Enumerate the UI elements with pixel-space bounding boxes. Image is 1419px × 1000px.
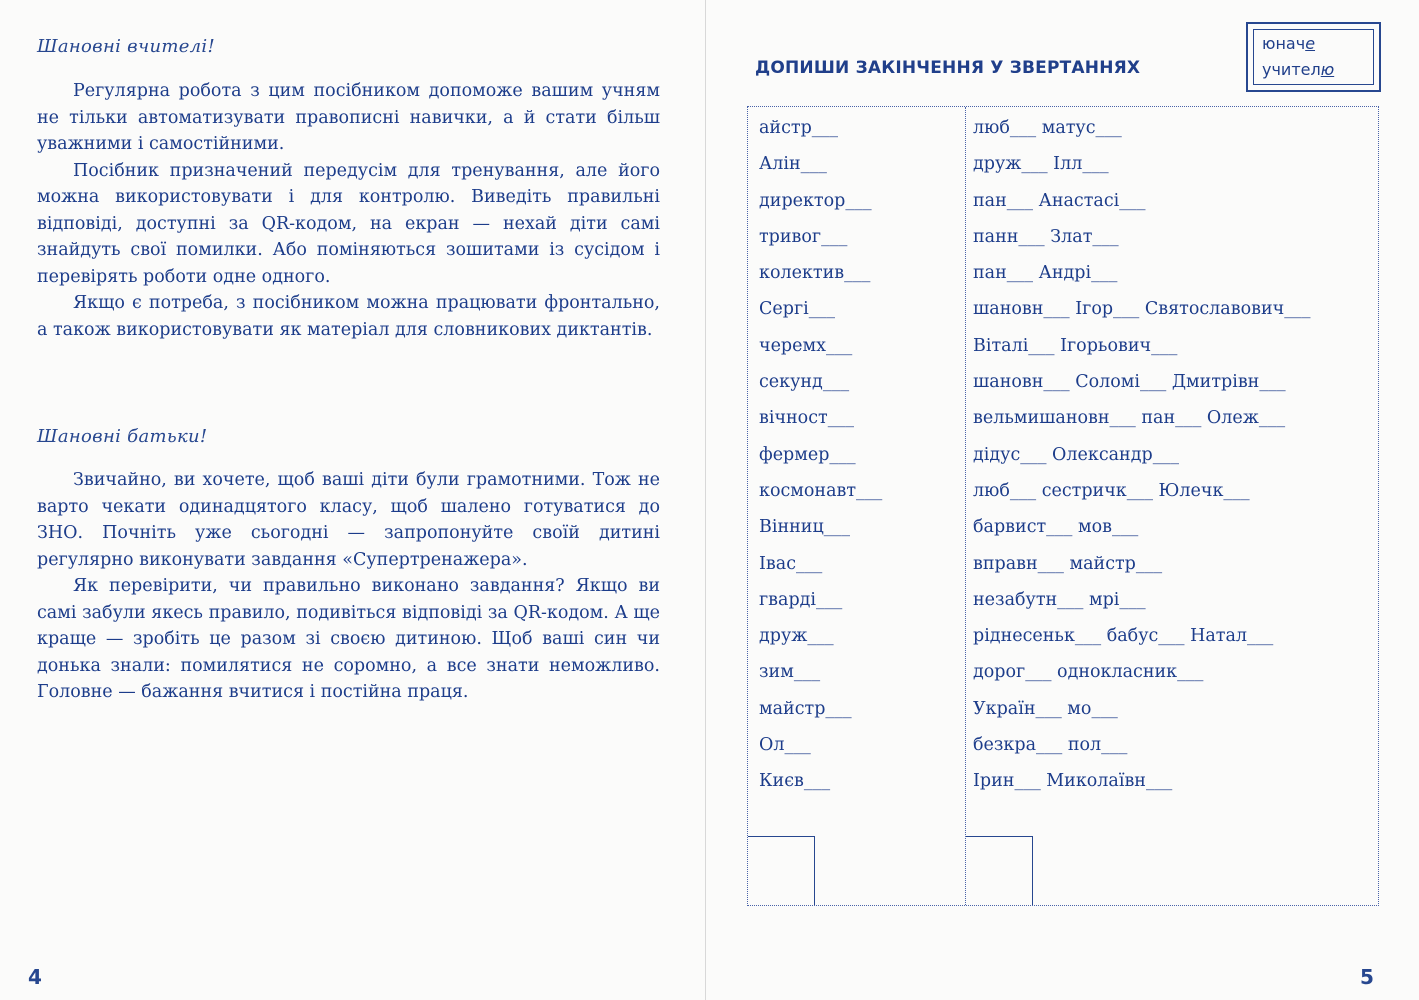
phrase-row: дідус___ Олександр___ (973, 444, 1179, 465)
word-row: зим___ (759, 662, 821, 683)
score-box-left (748, 836, 815, 905)
phrase-row: друж___ Ілл___ (973, 154, 1109, 175)
exercise-table (747, 106, 1379, 906)
phrase-row: люб___ сестричк___ Юлечк___ (973, 480, 1250, 501)
word-row: фермер___ (759, 444, 856, 465)
word-row: секунд___ (759, 372, 850, 393)
phrase-row: шановн___ Соломі___ Дмитрівн___ (973, 372, 1286, 393)
parents-paragraph-1: Звичайно, ви хочете, щоб ваші діти були грамотними. Тож не варто чекати одинадцятого класу, щоб шалено готуватися до ЗНО. Почніть уже сьогодні — запропонуйте своїй дитині регулярно виконувати завдання «Супертренажера». (37, 470, 660, 570)
word-row: тривог___ (759, 226, 848, 247)
phrase-row: Віталі___ Ігорьович___ (973, 335, 1178, 356)
word-row: Івас___ (759, 553, 823, 574)
phrase-row: барвист___ мов___ (973, 517, 1139, 538)
word-row: друж___ (759, 626, 834, 647)
word-row: Алін___ (759, 154, 827, 175)
right-word-column (973, 113, 1310, 803)
left-word-column (759, 113, 882, 803)
exercise-title: ДОПИШИ ЗАКІНЧЕННЯ У ЗВЕРТАННЯХ (755, 58, 1141, 78)
score-box-right (966, 836, 1033, 905)
word-row: Києв___ (759, 771, 831, 792)
teachers-text (37, 78, 660, 343)
example-box (1246, 22, 1381, 92)
phrase-row: шановн___ Ігор___ Святославович___ (973, 299, 1311, 320)
teachers-paragraph-3: Якщо є потреба, з посібником можна працювати фронтально, а також використовувати як матеріал для словникових диктантів. (37, 293, 660, 340)
phrase-row: ріднесеньк___ бабус___ Натал___ (973, 626, 1274, 647)
word-row: директор___ (759, 190, 872, 211)
right-page (706, 0, 1419, 1000)
phrase-row: панн___ Злат___ (973, 226, 1119, 247)
parents-heading: Шановні батьки! (37, 426, 208, 447)
phrase-row: дорог___ однокласник___ (973, 662, 1204, 683)
page-number-left: 4 (28, 965, 42, 989)
word-row: колектив___ (759, 263, 871, 284)
phrase-row: люб___ матус___ (973, 118, 1122, 138)
word-row: майстр___ (759, 698, 852, 719)
phrase-row: вправн___ майстр___ (973, 553, 1163, 574)
page-number-right: 5 (1360, 965, 1374, 989)
parents-text (37, 467, 660, 706)
phrase-row: Ірин___ Миколаївн___ (973, 771, 1173, 792)
phrase-row: пан___ Андрі___ (973, 263, 1118, 284)
example-line-2: учителю (1262, 60, 1335, 79)
teachers-paragraph-1: Регулярна робота з цим посібником допоможе вашим учням не тільки автоматизувати правописні навички, а й стати більш уважними і самостійними. (37, 81, 660, 154)
phrase-row: безкра___ пол___ (973, 735, 1128, 756)
word-row: Вінниц___ (759, 517, 850, 538)
example-line-1: юначе (1262, 34, 1316, 53)
word-row: айстр___ (759, 118, 839, 138)
parents-paragraph-2: Як перевірити, чи правильно виконано завдання? Якщо ви самі забули якесь правило, подивіться відповіді за QR-кодом. А ще краще — зробіть це разом зі своєю дитиною. Щоб ваші син чи донька знали: помилятися не соромно, а все знати неможливо. Головне — бажання вчитися і постійна праця. (37, 576, 660, 702)
phrase-row: незабутн___ мрі___ (973, 589, 1146, 610)
phrase-row: Україн___ мо___ (973, 698, 1118, 719)
word-row: гварді___ (759, 589, 843, 610)
teachers-paragraph-2: Посібник призначений передусім для тренування, але його можна використовувати і для контролю. Виведіть правильні відповіді, доступні за QR-кодом, на екран — нехай діти самі знайдуть свої помилки. Або поміняються зошитами із сусідом і перевірять роботи одне одного. (37, 160, 660, 287)
word-row: Сергі___ (759, 299, 835, 320)
left-page (0, 0, 706, 1000)
word-row: Ол___ (759, 735, 811, 756)
teachers-heading: Шановні вчителі! (37, 36, 216, 57)
word-row: вічност___ (759, 408, 854, 429)
phrase-row: вельмишановн___ пан___ Олеж___ (973, 408, 1286, 429)
word-row: космонавт___ (759, 480, 883, 501)
word-row: черемх___ (759, 335, 853, 356)
column-divider (965, 107, 966, 905)
phrase-row: пан___ Анастасі___ (973, 190, 1146, 211)
